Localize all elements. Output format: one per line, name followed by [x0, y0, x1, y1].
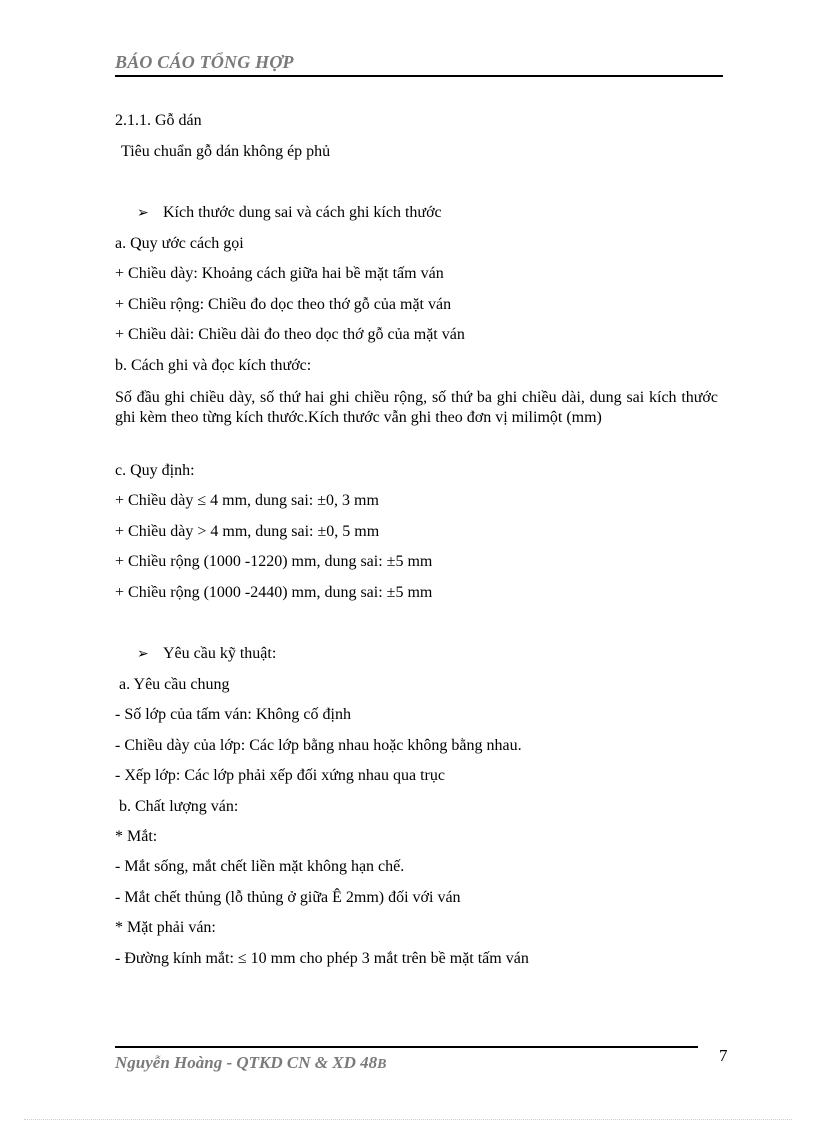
list-item: + Chiều dài: Chiều dài đo theo dọc thớ gỗ của mặt ván: [115, 326, 465, 343]
list-item: - Mắt sống, mắt chết liền mặt không hạn chế.: [115, 858, 405, 875]
list-item: + Chiều dày > 4 mm, dung sai: ±0, 5 mm: [115, 523, 380, 540]
bullet-requirements-label: Yêu cầu kỹ thuật:: [163, 645, 277, 662]
section-heading: 2.1.1. Gỗ dán: [115, 112, 202, 129]
page-bottom-border: [24, 1119, 792, 1120]
footer-class-suffix: B: [377, 1057, 387, 1072]
list-item: + Chiều dày ≤ 4 mm, dung sai: ±0, 3 mm: [115, 492, 379, 509]
subsection-b-title: b. Cách ghi và đọc kích thước:: [115, 357, 312, 374]
list-item: + Chiều rộng (1000 -2440) mm, dung sai: ±5 mm: [115, 584, 433, 601]
page-header-title: BÁO CÁO TỔNG HỢP: [115, 52, 294, 72]
page-number: 7: [719, 1046, 728, 1065]
footer-author: Nguyễn Hoàng - QTKD CN & XD 48: [115, 1053, 378, 1072]
bullet-dimensions-label: Kích thước dung sai và cách ghi kích thước: [163, 204, 442, 221]
footer-rule: [115, 1046, 698, 1048]
page-footer: [115, 1053, 386, 1073]
header-rule: [115, 75, 723, 77]
list-item: - Xếp lớp: Các lớp phải xếp đối xứng nhau qua trục: [115, 767, 445, 784]
list-item: - Số lớp của tấm ván: Không cố định: [115, 706, 351, 723]
list-item: * Mắt:: [115, 828, 158, 845]
list-item: - Chiều dày của lớp: Các lớp bằng nhau hoặc không bằng nhau.: [115, 737, 522, 754]
list-item: + Chiều rộng (1000 -1220) mm, dung sai: ±5 mm: [115, 553, 433, 570]
list-item: + Chiều rộng: Chiều đo dọc theo thớ gỗ của mặt ván: [115, 296, 452, 313]
arrow-bullet-icon: ➢: [137, 206, 149, 221]
arrow-bullet-icon: ➢: [137, 647, 149, 662]
list-item: - Đường kính mắt: ≤ 10 mm cho phép 3 mắt trên bề mặt tấm ván: [115, 950, 529, 967]
bullet-requirements: [137, 645, 276, 663]
subsection-b-title: b. Chất lượng ván:: [119, 798, 239, 815]
subsection-a-title: a. Quy ước cách gọi: [115, 235, 244, 252]
list-item: - Mắt chết thủng (lỗ thủng ở giữa Ê 2mm) đối với ván: [115, 889, 461, 906]
bullet-dimensions: [137, 204, 442, 222]
list-item: + Chiều dày: Khoảng cách giữa hai bề mặt tấm ván: [115, 265, 444, 282]
paragraph-measurement: Số đầu ghi chiều dày, số thứ hai ghi chiều rộng, số thứ ba ghi chiều dài, dung sai kích thước ghi kèm theo từng kích thước.Kích thước vẫn ghi theo đơn vị milimột (mm): [115, 389, 718, 426]
subsection-a-title: a. Yêu cầu chung: [119, 676, 230, 693]
list-item: * Mặt phải ván:: [115, 919, 216, 936]
section-subheading: Tiêu chuẩn gỗ dán không ép phủ: [121, 143, 331, 160]
subsection-c-title: c. Quy định:: [115, 462, 195, 479]
